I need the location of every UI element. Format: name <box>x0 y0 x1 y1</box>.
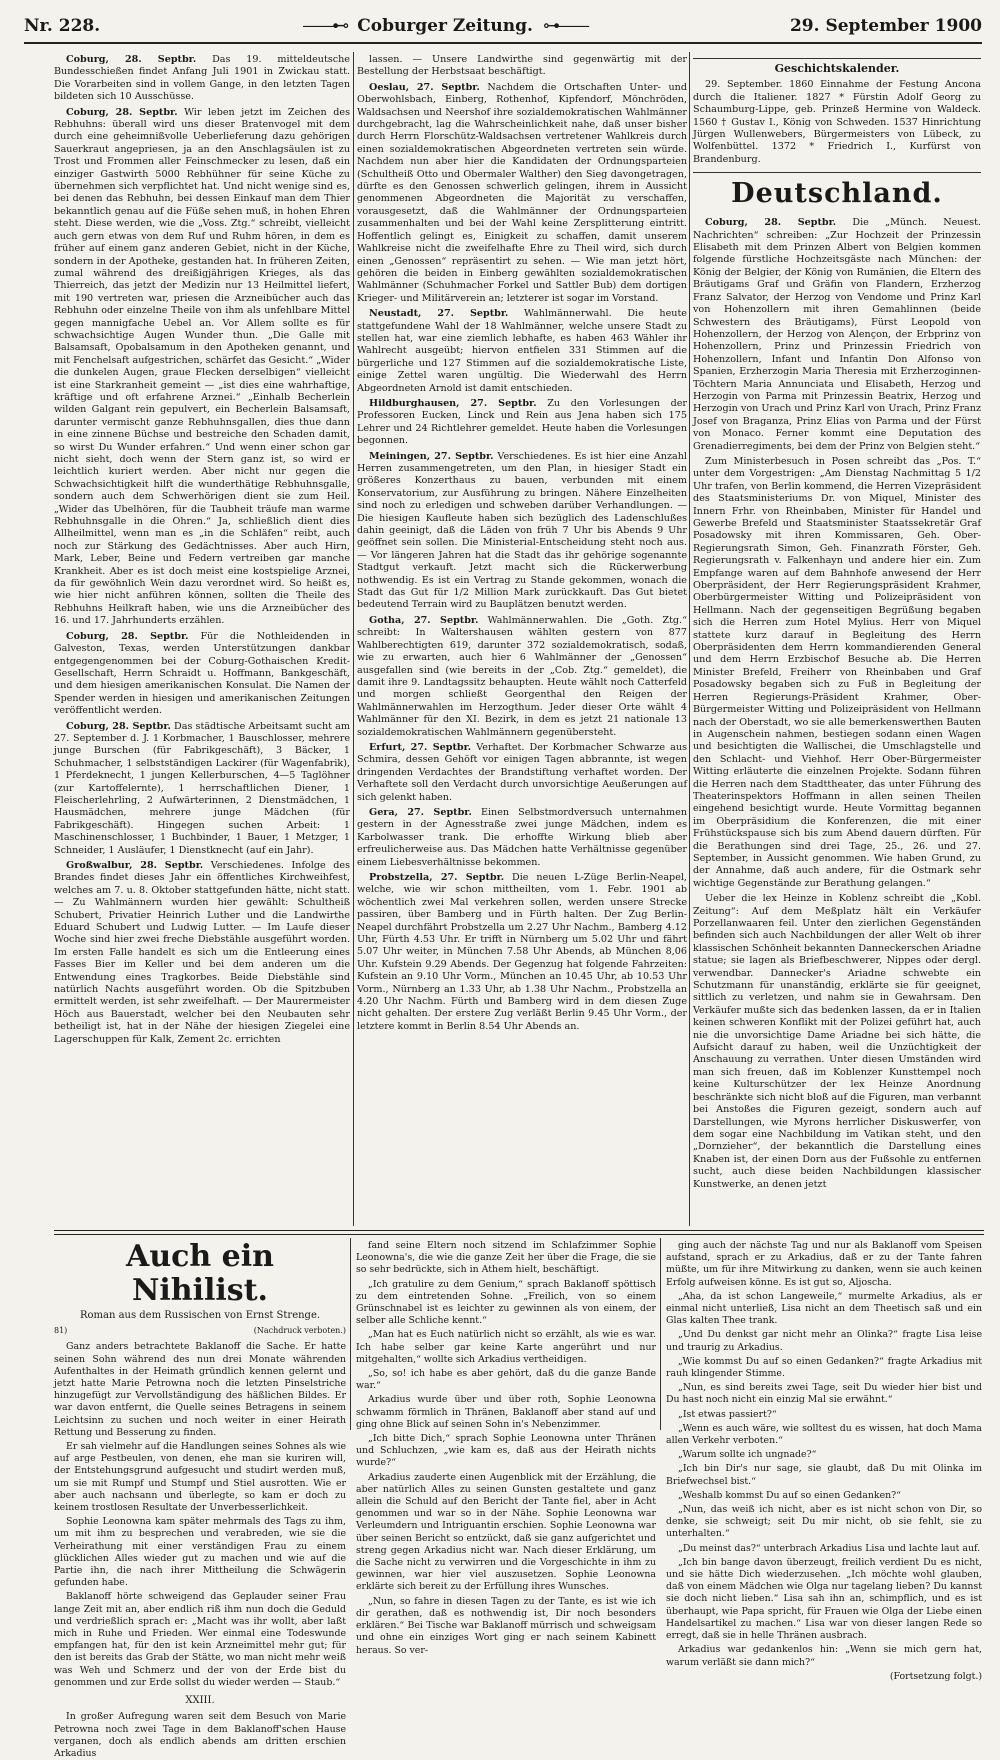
novel-paragraph: Ganz anders betrachtete Baklanoff die Sache. Er hatte seinen Sohn während des nun drei Monate währenden Aufenthaltes in der Heimath gründlich kennen gelernt und jetzt hatte Marie Petrowna noch die letzten Pinselstriche hinzugefügt zur Vervollständigung des häßlichen Bildes. Er war davon entfernt, die Quelle seines Betragens in seinem Leichtsinn zu suchen und noch weiter in einer Heirath Rettung und Besserung zu finden. <box>54 1341 346 1438</box>
novel-paragraph: Er sah vielmehr auf die Handlungen seines Sohnes als wie auf arge Pestbeulen, von denen, ehe man sie kuriren will, der Entstehungsgrund aufgesucht und studirt werden muß, um sie mit Rumpf und Stumpf und Stiel ausrotten. Wie er aber auch nachsann und überlegte, so kam er doch zu keinem trostlosen Resultate der Unverbesserlichkeit. <box>54 1441 346 1514</box>
novel-paragraph: „Aha, da ist schon Langeweile,“ murmelte Arkadius, als er einmal nicht unterließ, Lisa nicht an dem Theetisch saß und ein Glas kalten Thee trank. <box>666 1290 982 1327</box>
news-item: Probstzella, 27. Septbr. Die neuen L-Züge Berlin-Neapel, welche, wie wir schon mittheilten, vom 1. Febr. 1901 ab wöchentlich zwei Mal verkehren sollen, werden unsere Strecke passiren, über Bamberg und in Fürth halten. Der Zug Berlin-Neapel durchfährt Probstzella um 2.27 Uhr Nachm., Bamberg 4.12 Uhr, Fürth 4.53 Uhr. Er trifft in Nürnberg um 5.02 Uhr und fährt 5.07 Uhr weiter, in München 7.58 Uhr Abends, ab München 8,06 Uhr. Kufstein 9.29 Abends. Der Gegenzug hat folgende Fahrzeiten: Kufstein an 9.10 Uhr Vorm., München an 10.45 Uhr, ab 10.53 Uhr Vorm., Nürnberg an 1.33 Uhr, ab 1.38 Uhr Nachm., Probstzella an 4.20 Uhr Nachm. Fürth und Bamberg wird in dem diesen Zuge nicht gehalten. Der erstere Zug verläßt Berlin 9.45 Uhr Vorm., der letztere kommt in Berlin 8.54 Uhr Abends an. <box>357 872 687 1032</box>
ornament-right-icon: ⊶—— <box>542 16 588 36</box>
novel-paragraph: Arkadius wurde über und über roth, Sophie Leonowna schwamm förmlich in Thränen, Baklanoff aber stand auf und ging ohne Blick auf seinen Sohn in's Nebenzimmer. <box>356 1394 656 1430</box>
masthead <box>24 10 982 44</box>
news-column-1 <box>54 54 350 1226</box>
news-item: Coburg, 28. Septbr. Wir leben jetzt im Zeichen des Rebhuhns: überall wird uns dieser Bratenvogel mit dem durch eine geheimnißvolle Ueberlieferung dazu gehörigen Sauerkraut angepriesen, ja an den Anschlagsäulen ist zu Trost und Frommen aller Feinschmecker zu lesen, daß ein einziger Gastwirth 5000 Rebhühner für seine Küche zu übernehmen sich verpflichtet hat. Und nicht wenige sind es, bei denen das Rebhuhn, bei dessen Einkauf man dem Thier bekanntlich genau auf die Füße sehen muß, in hohen Ehren steht. Diese werden, wie die „Voss. Ztg.“ schreibt, vielleicht auch gern etwas von dem Ruf und Ruhm hören, in dem es früher auf einem ganz anderen Gebiet, nicht in der Küche, sondern in der Apotheke, gestanden hat. In früheren Zeiten, zumal während des dreißigjährigen Krieges, als das Thierreich, das jetzt der Medizin nur 13 Heilmittel liefert, mit 190 vertreten war, priesen die Arzneibücher auch das Rebhuhn oder einzelne Theile von ihm als unfehlbare Mittel gegen mannigfache Uebel an. Vor Allem sollte es für schwachsichtige Augen Wunder thun. „Die Galle mit Balsamsaft, Opobalsamum in den Apotheken genannt, und mit Fenchelsaft aufgestrichen, schärfet das Gesicht.“ „Wider die dunkelen Augen, graue Flecken derselbigen“ vielleicht ist eine Starkranheit gemeint — „ist dies eine wahrhaftige, kräftige und oft erfahrene Arznei.“ „Einhalb Becherlein wilden Galgant rein gepulvert, ein Becherlein Balsamsaft, darunter vermischt ganze Rebhuhnsgallen, dies thue dann in eine zinnene Büchse und bestreiche den Schaden damit, so wirst Du Wunder erfahren.“ Und wenn einer schon gar nicht sieht, doch wenn der Stern ganz ist, so wird er leichtlich kuriert werden. Aber nicht nur gegen die Schwachsichtigkeit hilft die wunderthätige Rebhuhnsgalle, sondern auch dem Schwerhörigen dient sie zum Heil. „Wider das Ubelhören, für die Taubheit träufe man warme Rebhuhnsgalle in die Ohren.“ Ja, schließlich dient dies Allheilmittel, wenn man es „in die Schläfen“ reibt, auch noch zur Stärkung des Gedächtnisses. Aber auch Hirn, Mark, Leber, Beine und Federn vertreiben gar manche Krankheit. Aber es ist doch meist eine kostspielige Arznei, da für gewöhnlich Wein dazu verordnet wird. So heißt es, wie hier nicht anführen können, sollten die Theile des Rebhuhns Heilkraft haben, wie uns die Arzneibücher des 16. und 17. Jahrhunderts erzählen. <box>54 106 351 627</box>
news-item: Erfurt, 27. Septbr. Verhaftet. Der Korbmacher Schwarze aus Schmira, dessen Gehöft vor einigen Tagen abbrannte, ist wegen dringenden Verdachtes der Brandstiftung verhaftet worden. Der Verhaftete soll den Verdacht durch unvorsichtige Aeußerungen auf sich gelenkt haben. <box>357 741 687 803</box>
calendar-title: Geschichtskalender. <box>774 62 900 75</box>
novel-paragraph: „Wenn es auch wäre, wie solltest du es wissen, hat doch Mama allen Verkehr verboten.“ <box>666 1422 982 1447</box>
column-rule <box>689 52 690 1226</box>
column-rule <box>660 1238 661 1430</box>
calendar-text: 29. September. 1860 Einnahme der Festung Ancona durch die Italiener. 1827 * Fürstin Adolf Georg zu Schaumburg-Lippe, geb. Prinzeß Hermine von Waldeck. 1560 † Gustav I., König von Schweden. 1537 Hinrichtung Jürgen Wullenwebers, Bürgermeisters von Lübeck, zu Wolfenbüttel. 1372 * Friedrich I., Kurfürst von Brandenburg. <box>693 79 981 165</box>
column-rule <box>353 52 354 1226</box>
novel-title: Auch ein Nihilist. <box>126 1239 274 1308</box>
news-item: Hildburghausen, 27. Septbr. Zu den Vorlesungen der Professoren Eucken, Linck und Rein aus Jena haben sich 175 Lehrer und 24 Richtlehrer gemeldet. Heute haben die Vorlesungen begonnen. <box>357 397 687 447</box>
novel-paragraph: „Wie kommst Du auf so einen Gedanken?“ fragte Arkadius mit rauh klingender Stimme. <box>666 1355 982 1380</box>
novel-paragraph: „Nun, das weiß ich nicht, aber es ist nicht schon von Dir, so denke, sie schweigt; seit Du mir nicht, ob sie fehlt, sie zu unterhalten.“ <box>666 1504 982 1540</box>
novel-paragraph: Sophie Leonowna kam später mehrmals des Tags zu ihm, um mit ihm zu besprechen und verabreden, wie sie die Verheirathung mit einer verständigen Frau zu einem glücklichen Alles wieder gut zu machen und wie auf die Partie ihn, die nach ihrer Mittheilung die Schwägerin gefunden habe. <box>54 1516 346 1589</box>
news-item: Großwalbur, 28. Septbr. Verschiedenes. Infolge des Brandes findet dieses Jahr ein öffentliches Kirchweihfest, welches am 7. u. 8. Oktober stattgefunden hätte, nicht statt. — Zu Wahlmännern wurden hier gewählt: Schultheiß Schubert, Privatier Heinrich Luther und die Landwirthe Eduard Schubert und Ludwig Lutter. — Im Laufe dieser Woche sind hier zwei freche Diebstähle ausgeführt worden. Im ersten Falle handelt es sich um die Entleerung eines Fasses Bier im Keller und bei dem anderen um die Entwendung eines Tragkorbes. Beide Diebstähle sind natürlich Nachts ausgeführt worden. Ob die Spitzbuben ermittelt werden, ist sehr zweifelhaft. — Der Maurermeister Höch aus Bauerstadt, welcher bei den Neubauten sehr betheiligt ist, hat in der Nähe der hiesigen Ziegelei eine Lagerschuppen für Kalk, Zement 2c. errichten <box>54 860 350 1045</box>
news-item: Gotha, 27. Septbr. Wahlmännerwahlen. Die „Goth. Ztg.“ schreibt: In Waltershausen wählten gestern von 877 Wahlberechtigten 619, darunter 372 sozialdemokratisch, sodaß, wie zu erwarten, auch hier 6 Wahlmänner der „Genossen“ ausgefallen sind (wie bereits in der „Cob. Ztg.“ gemeldet), die damit ihre 9. Landtagssitz behaupten. Heute wählt noch Catterfeld und morgen schließt Georgenthal den Reigen der Wahlmännerwahlen im Herzogthum. Jeder dieser Orte wählt 4 Wahlmänner für den XI. Bezirk, in dem es jetzt 21 nationale 13 sozialdemokratischen Wahlmännern gegenübersteht. <box>357 614 687 738</box>
news-column-2 <box>357 54 687 1226</box>
news-item: Zum Ministerbesuch in Posen schreibt das „Pos. T.“ unter dem Vorgestrigen: „Am Dienstag Nachmittag 5 1/2 Uhr trafen, von Berlin kommend, die Herren Vizepräsident des Staatsministeriums Dr. von Miquel, Minister des Innern Frhr. von Rheinbaben, Minister für Handel und Gewerbe Brefeld und Staatsminister Staatssekretär Graf Posadowsky mit ihren Kommissaren, Geh. Ober-Regierungsrath Simon, Geh. Finanzrath Förster, Geh. Regierungsrath v. Falkenhayn und andere hier ein. Zum Empfange waren auf dem Bahnhofe anwesend der Herr Oberpräsident, der Herr Regierungspräsident Krahmer, Oberbürgermeister Witting und Polizeipräsident von Hellmann. Nach der gegenseitigen Begrüßung begaben sich die Herren zum Hotel Mylius. Herr von Miquel stattete kurz darauf in Begleitung des Herrn Oberpräsidenten dem Herrn kommandierenden General und dem Herrn Erzbischof Besuche ab. Die Herren Minister Brefeld, Freiherr von Rheinbaben und Graf Posadowsky begaben sich zu Fuß in Begleitung der Herren Regierungs-Präsident Krahmer, Ober-Bürgermeister Witting und Polizeipräsident von Hellmann nach der Oberstadt, wo sie alle bemerkenswerthen Bauten in Augenschein nahmen, bestiegen sodann einen Wagen und besichtigten die Wallischei, die Umschlagstelle und den Schlacht- und Viehhof. Herr Ober-Bürgermeister Witting erläuterte die einzelnen Projekte. Sodann führen die Herren nach dem Stadttheater, das unter Führung des Theaterinspektors Hoffmann in allen seinen Theilen eingehend besichtigt wurde. Heute Vormittag begannen im Oberpräsidium die Konferenzen, die mit einer Frühstückspause sich bis zum Abend dauern dürften. Für die Berathungen sind drei Tage, 25., 26. und 27. September, in Aussicht genommen. Wie haben Grund, zu der Annahme, daß auch andere, für die Ostmark sehr wichtige Gegenstände zur Berathung gelangen.“ <box>693 455 981 889</box>
novel-paragraph: ging auch der nächste Tag und nur als Baklanoff vom Speisen aufstand, sprach er zu Arkadius, daß er zu der Tante fahren müßte, um für ihre Mitwirkung zu danken, wenn sie auch keinen Erfolg aufweisen könne. Es ist gut so, Aljoscha. <box>666 1240 982 1288</box>
chapter-number: XXIII. <box>185 1695 215 1707</box>
novel-paragraph: „Du meinst das?“ unterbrach Arkadius Lisa und lachte laut auf. <box>678 1542 981 1554</box>
feuilleton-column-1 <box>54 1239 346 1759</box>
novel-paragraph: „Ist etwas passiert?“ <box>678 1408 777 1420</box>
divider <box>693 58 981 59</box>
news-item: Neustadt, 27. Septbr. Wahlmännerwahl. Die heute stattgefundene Wahl der 18 Wahlmänner, welche unsere Stadt zu stellen hat, war eine ziemlich lebhafte, es haben 463 Wähler ihr Wahlrecht ausgeübt; hiervon entfielen 331 Stimmen auf die bürgerliche und 127 Stimmen auf die sozialdemokratische Liste, einige Zettel waren ungültig. Die Wiederwahl des Herrn Abgeordneten Arnold ist damit entschieden. <box>357 308 687 394</box>
novel-paragraph: Arkadius war gedankenlos hin: „Wenn sie mich gern hat, warum verläßt sie dann mich?“ <box>666 1644 982 1668</box>
novel-paragraph: „Man hat es Euch natürlich nicht so erzählt, als wie es war. Ich habe selber gar keine Karte angerührt und nur mitgehalten,“ wollte sich Arkadius vertheidigen. <box>356 1329 656 1365</box>
news-item: lassen. — Unsere Landwirthe sind gegenwärtig mit der Bestellung der Herbstsaat beschäftigt. <box>357 54 687 78</box>
novel-paragraph: Baklanoff hörte schweigend das Geplauder seiner Frau lange Zeit mit an, aber endlich riß ihm nun doch die Geduld und verdrießlich sprach er: „Macht was ihr wollt, aber laßt mich in Ruhe und Frieden. Wer einmal eine Todeswunde empfangen hat, für den ist kein Arzneimittel mehr gut; für den ist bereits das Grab der Stätte, wo man nicht mehr weiß was Weh und Schmerz und der von der Erde bist du genommen und zur Erde sollst du wieder werden — Staub.“ <box>54 1591 346 1688</box>
novel-paragraph: „Ich bin bange davon überzeugt, freilich verdient Du es nicht, und sie hätte Dich wiederzusehen. „Ich möchte wohl glauben, daß von einem Mädchen wie Olga nur tagelang lieben? Du kannst sie doch nicht lieben.“ Lisa sah ihn an, schimpflich, und es ist überhaupt, wie Papa spricht, für Frauen wie Olga der Liebe einen Handelsartikel zu machen.“ Lisa war von dieser langen Rede so erregt, daß sie in helle Thränen ausbrach. <box>666 1556 982 1642</box>
feuilleton-divider <box>54 1230 984 1235</box>
novel-paragraph: „Ich bin Dir's nur sage, sie glaubt, daß Du mit Olinka im Briefwechsel bist.“ <box>666 1463 982 1487</box>
issue-date: 29. September 1900 <box>789 16 982 36</box>
feuilleton-column-3 <box>666 1240 982 1682</box>
novel-paragraph: „Ich bitte Dich,“ sprach Sophie Leonowna unter Thränen und Schluchzen, „wie kam es, daß aus der Heirath nichts wurde?“ <box>356 1433 656 1469</box>
ornament-left-icon: ——⊷ <box>302 16 348 36</box>
novel-subtitle: Roman aus dem Russischen von Ernst Strenge. <box>79 1310 321 1321</box>
novel-paragraph: „Warum sollte ich ungnade?“ <box>678 1449 817 1461</box>
novel-paragraph: „Nun, so fahre in diesen Tagen zu der Tante, es ist wie ich dir gerathen, daß es nothwendig ist, Dir noch besonders erklären.“ Bei Tische war Baklanoff mürrisch und schweigsam und ohne ein einziges Wort ging er nach seinem Kabinett heraus. So ver- <box>356 1595 656 1656</box>
news-item: Coburg, 28. Septbr. Für die Nothleidenden in Galveston, Texas, werden Unterstützungen dankbar entgegengenommen bei der Coburg-Gothaischen Kredit-Gesellschaft, Herrn Schraidt u. Hoffmann, Bankgeschäft, und dem hiesigen amerikanischen Konsulat. Die Namen der Spender werden in hiesigen und amerikanischen Zeitungen veröffentlicht werden. <box>54 630 350 717</box>
novel-paragraph: „Weshalb kommst Du auf so einen Gedanken?“ <box>678 1489 901 1501</box>
news-item: Meiningen, 27. Septbr. Verschiedenes. Es ist hier eine Anzahl Herren zusammengetreten, um den Plan, in hiesiger Stadt ein größeres Konzerthaus zu bauen, verbunden mit einem Konservatorium, zur Ausführung zu bringen. Nähere Einzelheiten sind noch zu erledigen und schweben darüber Verhandlungen. — Die hiesigen Kaufleute haben sich bezüglich des Ladenschlußes dahin geeinigt, daß die Läden von früh 7 Uhr bis Abends 9 Uhr geöffnet sein sollen. Die Ministerial-Entscheidung steht noch aus. — Vor längeren Jahren hat die Stadt das ihr gehörige sogenannte Stadtgut verkauft. Jetzt macht sich die Rückerwerbung nothwendig. Es ist ein Vertrag zu Stande gekommen, wonach die Stadt das Gut für 1/2 Million Mark zurückkauft. Das Gut bietet bedeutend Terrain wird zu Bauplätzen benutzt werden. <box>357 450 687 611</box>
column-rule <box>350 1238 351 1430</box>
masthead-center <box>302 16 588 36</box>
novel-paragraph: „So, so! ich habe es aber gehört, daß du die ganze Bande war.“ <box>356 1368 656 1392</box>
continued-note: (Fortsetzung folgt.) <box>889 1670 982 1682</box>
news-column-3 <box>693 54 981 1226</box>
reprint-notice: (Nachdruck verboten.) <box>253 1326 346 1336</box>
novel-paragraph: „Nun, es sind bereits zwei Tage, seit Du wieder hier bist und Du hast noch nicht ein einzig Mal sie erwähnt.“ <box>666 1382 982 1406</box>
newspaper-title: Coburger Zeitung. <box>357 16 533 36</box>
novel-paragraph: „Und Du denkst gar nicht mehr an Olinka?“ fragte Lisa leise und traurig zu Arkadius. <box>666 1329 982 1353</box>
news-item: Ueber die lex Heinze in Koblenz schreibt die „Kobl. Zeitung“: Auf dem Meßplatz hält ein Verkäufer Porzellanwaaren feil. Unter den zierlichen Gegenständen befinden sich auch Nachbildungen der aller Welt ob ihrer klassischen Schönheit bekannten Danneckerschen Ariadne statue; sie lagen als Briefbeschwerer, Nippes oder dergl. verwendbar. Dannecker's Ariadne schwebte ein Schutzmann für unanständig, erklärte sie für geeignet, sittlich zu verletzen, und nahm sie in Gewahrsam. Den Verkäufer mußte sich das bedenken lassen, da er in Italien keinen schweren Konflikt mit der Polizei geführt hat, auch nie die unvorsichtige Dame Ariadne bei sich hätte, die Aufsicht darauf zu haben, weil die Unzüchtigkeit der Anschauung zu verrathen. Unter diesen Umständen wird man sich freuen, daß im Koblenzer Kunsttempel noch keine Kulturschützer der lex Heinze Anordnung beschränkte sich nicht bloß auf die Figuren, man verbannt bei Anstoßes die Figuren gezeigt, sondern auch auf Darstellungen, wie Myrons herrlicher Diskuswerfer, von dem sogar eine Nachbildung im Vatikan steht, und den „Dornzieher“, der bekanntlich die Darstellung eines Knaben ist, der einen Dorn aus der Fußsohle zu entfernen sucht, auch diese beiden Nachbildungen klassischer Kunstwerke, an denen jetzt <box>693 893 981 1190</box>
novel-paragraph: In großer Aufregung waren seit dem Besuch von Marie Petrowna noch zwei Tage in dem Baklanoff'schen Hause verganen, doch als endlich abends am dritten erschien Arkadius <box>54 1711 346 1759</box>
installment-number: 81) <box>54 1326 68 1336</box>
news-item: Oeslau, 27. Septbr. Nachdem die Ortschaften Unter- und Oberwohlsbach, Einberg, Rothenhof, Kipfendorf, Mönchröden, Waldsachsen und Neershof ihre sozialdemokratischen Wahlmänner durchgebracht, lag die Wahrscheinlichkeit nahe, daß unser bisher durch Herrn Florschütz-Waldsachsen vertretener Wahlkreis durch einen sozialdemokratischen Abgeordneten vertreten sein würde. Nachdem nun aber hier die Kandidaten der Ordnungsparteien (Schultheiß Otto und Obermaler Walther) den Sieg davongetragen, dürfte es den Genossen schwerlich gelingen, ihrem in Aussicht genommenen Abgeordneten die Majorität zu verschaffen, vorausgesetzt, daß die Wahlmänner der Ordnungsparteien zusammenhalten und bei der Wahl keine Zersplitterung eintritt. Hoffentlich gelingt es, Einigkeit zu schaffen, damit unserem Wahlkreise nicht die zweifelhafte Ehre zu Theil wird, sich durch einen „Genossen“ repräsentirt zu sehen. — Wie man jetzt hört, gehören die beiden in Einberg gewählten sozialdemokratischen Wahlmänner (Schuhmacher Forkel und Sattler Bub) dem dortigen Krieger- und Militärverein an; letzterer ist sogar im Vorstand. <box>357 81 687 304</box>
news-item: Coburg, 28. Septbr. Das 19. mitteldeutsche Bundesschießen findet Anfang Juli 1901 in Zwickau statt. Die Vorarbeiten sind in vollem Gange, in den letzten Tagen bildeten sich 10 Ausschüsse. <box>54 54 350 103</box>
news-item: Gera, 27. Septbr. Einen Selbstmordversuch unternahmen gestern in der Agnesstraße zwei junge Mädchen, indem es Karbolwasser trank. Die erhoffte Wirkung blieb aber erfreulicherweise aus. Das Mädchen hatte Verhältnisse gegenüber einem Liebesverhältnisse bekommen. <box>357 806 687 868</box>
novel-meta <box>54 1325 346 1337</box>
section-title: Deutschland. <box>693 172 981 211</box>
issue-number: Nr. 228. <box>24 16 101 36</box>
novel-paragraph: Arkadius zauderte einen Augenblick mit der Erzählung, die aber natürlich Alles zu seinen Gunsten gestaltete und ganz allein die Schuld auf den Bericht der Tante fiel, aber in Acht genommen und war so in der Nähe. Sophie Leonowna war Verleumdern und Intriguantin erschien. Sophie Leonowna war über seinen Bericht so entzückt, daß sie ganz aufgerichtet und streng gegen Arkadius nicht war. Nach dieser Erklärung, um die Sache nicht zu verwirren und die Vorgeschichte in ihm zu gewinnen, war hier viel auszusetzen. Sophie Leonowna erklärte sich bereit zu der Erfüllung ihres Wunsches. <box>356 1471 656 1593</box>
news-item: Coburg, 28. Septbr. Das städtische Arbeitsamt sucht am 27. September d. J. 1 Korbmacher, 1 Bauschlosser, mehrere junge Burschen (für Fabrikgeschäft), 3 Bäcker, 1 Schuhmacher, 1 selbstständigen Lackirer (für Wagenfabrik), 1 Pferdeknecht, 1 jungen Kellerburschen, 4—5 Taglöhner (zur Kartoffelernte), 1 herrschaftlichen Diener, 1 Fleischerlehrling, 2 Aufwärterinnen, 2 Dienstmädchen, 1 Hausmädchen, mehrere junge Mädchen (für Fabrikgeschäft). Hingegen suchen Arbeit: 1 Maschinenschlosser, 1 Buchbinder, 1 Bauer, 1 Metzger, 1 Schneider, 1 Ausläufer, 1 Dienstknecht (auf ein Jahr). <box>54 720 350 856</box>
novel-paragraph: fand seine Eltern noch sitzend im Schlafzimmer Sophie Leonowna's, die wie die ganze Zeit her über die Frage, die sie so sehr bedrückte, sich in Athem hielt, beschäftigt. <box>356 1240 656 1276</box>
feuilleton-column-2 <box>356 1240 656 1656</box>
novel-paragraph: „Ich gratulire zu dem Genium,“ sprach Baklanoff spöttisch zu dem eintretenden Sohne. „Freilich, von so einem Grünschnabel ist es leichter zu gewinnen als von einem, der selber alle Schliche kennt.“ <box>356 1278 656 1327</box>
news-item: Coburg, 28. Septbr. Die „Münch. Neuest. Nachrichten“ schreiben: „Zur Hochzeit der Prinzessin Elisabeth mit dem Prinzen Albert von Belgien kommen folgende fürstliche Hochzeitsgäste nach München: der König der Belgier, der König von Rumänien, die Eltern des Bräutigams Graf und Gräfin von Flandern, Erzherzog Franz Salvator, der Herzog von Vendome und Prinz Karl von Hohenzollern mit ihren Gemahlinnen (beide Schwestern des Bräutigams), Fürst Leopold von Hohenzollern, der Herzog von Alençon, der Erbprinz von Hohenzollern, Prinz und Prinzessin Friedrich von Hohenzollern, Infant und Infantin Don Alfonso von Spanien, Erzherzogin Maria Theresia mit Erzherzoginnen-Töchtern Maria Annunciata und Elisabeth, Herzog und Herzogin von Parma mit Prinzessin Beatrix, Herzog und Herzogin von Urach und Prinz Karl von Urach, Prinz Franz Josef von Braganza, Prinz Elias von Parma und der Fürst von Monaco. Ferner kommt eine Deputation des Grenadierregiments, bei dem der Prinz von Belgien steht.“ <box>693 217 981 452</box>
